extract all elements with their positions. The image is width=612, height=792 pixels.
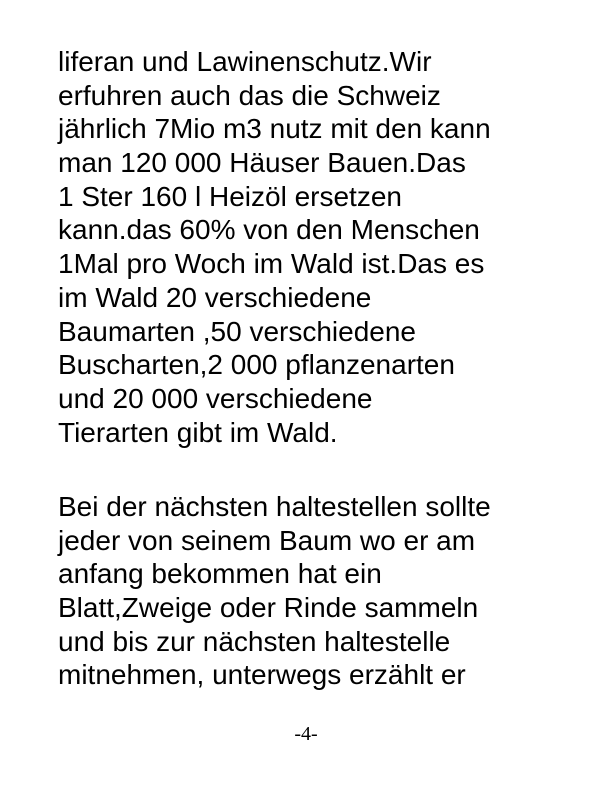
text-line: Baumarten ,50 verschiedene — [58, 315, 416, 347]
text-line: 1Mal pro Woch im Wald ist.Das es — [58, 248, 485, 280]
text-line: und bis zur nächsten haltestelle — [58, 625, 451, 657]
text-line: liferan und Lawinenschutz.Wir — [58, 46, 432, 77]
text-line: anfang bekommen hat ein — [58, 558, 382, 590]
text-line: kann.das 60% von den Menschen — [58, 214, 480, 246]
text-line: Blatt,Zweige oder Rinde sammeln — [58, 592, 479, 624]
paragraph-1 — [58, 45, 588, 449]
page-number: -4- — [294, 723, 318, 745]
text-line: 1 Ster 160 l Heizöl ersetzen — [58, 180, 402, 212]
text-line: jährlich 7Mio m3 nutz mit den kann — [58, 113, 491, 145]
text-line: man 120 000 Häuser Bauen.Das — [58, 147, 466, 179]
text-line: und 20 000 verschiedene — [58, 382, 373, 414]
text-line: mitnehmen, unterwegs erzählt er — [58, 659, 466, 691]
text-line: Tierarten gibt im Wald. — [58, 416, 338, 448]
text-line: erfuhren auch das die Schweiz — [58, 79, 441, 111]
text-line: im Wald 20 verschiedene — [58, 281, 372, 313]
text-line: Bei der nächsten haltestellen sollte — [58, 491, 491, 522]
paragraph-2 — [58, 490, 588, 692]
text-line: Buscharten,2 000 pflanzenarten — [58, 349, 455, 381]
text-line: jeder von seinem Baum wo er am — [58, 524, 476, 556]
